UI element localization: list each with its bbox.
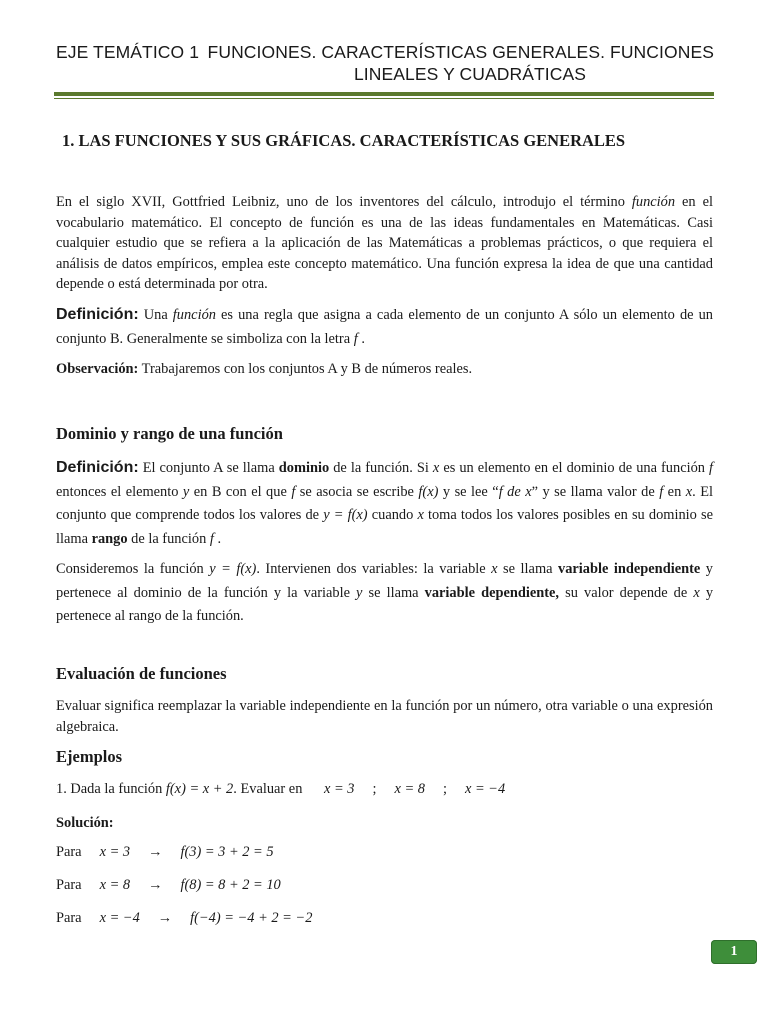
- definition-domain: Definición: El conjunto A se llama dominio de la función. Si x es un elemento en el dominio de una función f entonces el elemento y en B con el que f se asocia se escribe f(x) y se lee “f de x” y se llama valor de f en x. El conjunto que comprende todos los valores de y = f(x) cuando x toma todos los valores posibles en su dominio se llama rango de la función f .: [56, 459, 714, 547]
- page-header: [56, 42, 714, 85]
- intro-paragraph: En el siglo XVII, Gottfried Leibniz, uno de los inventores del cálculo, introdujo el término función en el vocabulario matemático. El concepto de función es una de las ideas fundamentales en Matemáticas. Casi cualquier estudio que se refiera a la aplicación de las Matemáticas a problemas prácticos, o que requiera el análisis de datos empíricos, emplea este concepto matemático. Una función expresa la idea de que una cantidad depende o está determinada por otra.: [56, 194, 713, 293]
- domain-heading: Dominio y rango de una función: [56, 424, 283, 443]
- evaluation-heading: Evaluación de funciones: [56, 664, 227, 683]
- evaluation-paragraph: Evaluar significa reemplazar la variable independiente en la función por un número, otra variable o una expresión algebraica.: [56, 698, 713, 735]
- definition-label: Definición:: [56, 306, 139, 323]
- solution-label: Solución:: [56, 815, 114, 831]
- solution-row: Para x = −4 → f(−4) = −4 + 2 = −2: [56, 910, 313, 926]
- header-rule-thick: [54, 92, 714, 96]
- example-1: 1. Dada la función f(x) = x + 2. Evaluar en x = 3 ; x = 8 ; x = −4: [56, 781, 506, 797]
- section-title: 1. LAS FUNCIONES Y SUS GRÁFICAS. CARACTERÍSTICAS GENERALES: [62, 131, 626, 150]
- arrow-icon: →: [148, 877, 163, 893]
- header-title-line2: LINEALES Y CUADRÁTICAS: [353, 64, 587, 84]
- header-rule-thin: [54, 98, 714, 99]
- consider-paragraph: Consideremos la función y = f(x). Intervienen dos variables: la variable x se llama variable independiente y pertenece al dominio de la función y la variable y se llama variable dependiente, su valor depende de x y pertenece al rango de la función.: [56, 561, 714, 624]
- solution-row: Para x = 8 → f(8) = 8 + 2 = 10: [56, 877, 281, 893]
- definition-label: Definición:: [56, 459, 139, 476]
- page-number-badge: 1: [711, 940, 757, 964]
- arrow-icon: →: [148, 844, 163, 860]
- definition-function: Definición: Una función es una regla que asigna a cada elemento de un conjunto A sólo un elemento de un conjunto B. Generalmente se simboliza con la letra f .: [56, 306, 713, 347]
- observation-paragraph: Observación: Trabajaremos con los conjuntos A y B de números reales.: [56, 361, 473, 377]
- arrow-icon: →: [157, 910, 173, 926]
- observation-label: Observación:: [56, 361, 139, 377]
- solution-row: Para x = 3 → f(3) = 3 + 2 = 5: [56, 844, 274, 860]
- header-title-line1: FUNCIONES. CARACTERÍSTICAS GENERALES. FUNCIONES: [207, 42, 714, 62]
- examples-heading: Ejemplos: [56, 747, 122, 766]
- header-eje: EJE TEMÁTICO 1: [56, 42, 200, 62]
